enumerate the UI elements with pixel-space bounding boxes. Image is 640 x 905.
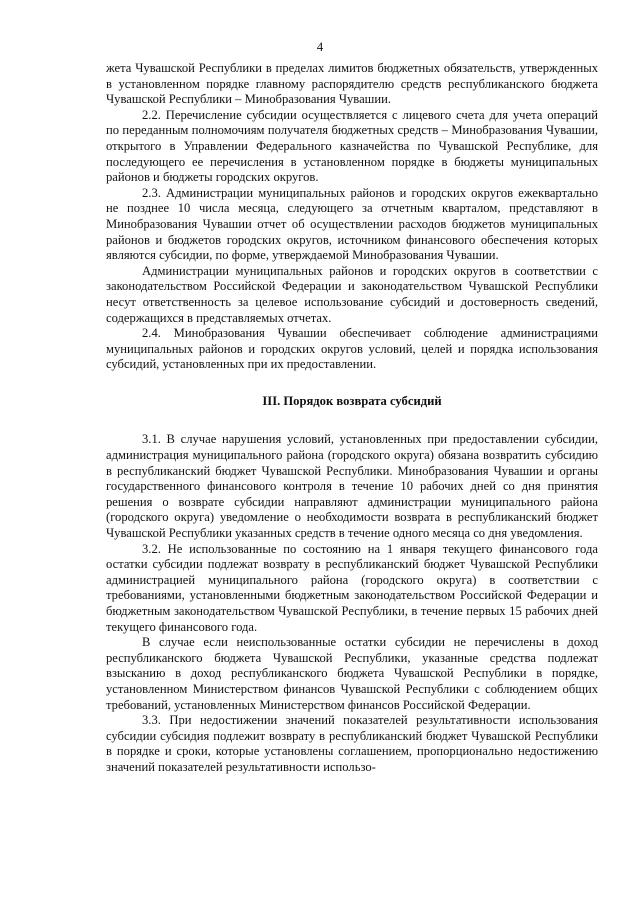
document-body (106, 61, 598, 776)
paragraph-2-2: 2.2. Перечисление субсидии осуществляется с лицевого счета для учета операций по переданным полномочиям получателя бюджетных средств – Минобразования Чувашии, открытого в Управлении Федерального казначейства по Чувашской Республике, для последующего ее перечисления в установленном порядке в бюджеты муниципальных районов и бюджеты городских округов. (106, 107, 598, 185)
paragraph-3-3: 3.3. При недостижении значений показателей результативности использования субсидии субсидия подлежит возврату в республиканский бюджет Чувашской Республики в порядке и сроки, которые установлены соглашением, пропорционально недостижению значений показателей результативности использо- (106, 713, 598, 774)
page-number: 4 (316, 40, 324, 54)
paragraph-3-1: 3.1. В случае нарушения условий, установленных при предоставлении субсидии, администрация муниципального района (городского округа) обязана возвратить субсидию в республиканский бюджет Чувашской Республики. Минобразования Чувашии и органы государственного финансового контроля в течение 10 рабочих дней со дня принятия решения о возврате субсидии направляют администрации муниципального района (городского округа) уведомление о необходимости возврата в республиканский бюджет Чувашской Республики указанных средств в течение одного месяца со дня уведомления. (106, 432, 598, 541)
paragraph-2-4: 2.4. Минобразования Чувашии обеспечивает соблюдение администрациями муниципальных районов и городских округов условий, целей и порядка использования субсидий, установленных при их предоставлении. (106, 326, 598, 372)
section-heading-iii: III. Порядок возврата субсидий (262, 393, 442, 408)
paragraph-3-2-recovery: В случае если неиспользованные остатки субсидии не перечислены в доход республиканского бюджета Чувашской Республики, указанные средства подлежат взысканию в доход республиканского бюджета Чувашской Республики в порядке, установленном Министерством финансов Чувашской Республики с соблюдением общих требований, установленных Министерством финансов Российской Федерации. (106, 635, 598, 712)
paragraph-3-2: 3.2. Не использованные по состоянию на 1 января текущего финансового года остатки субсидии подлежат возврату в республиканский бюджет Чувашской Республики администрацией муниципального района (городского округа) в соответствии с требованиями, установленными бюджетным законодательством Российской Федерации и бюджетным законодательством Чувашской Республики, в течение первых 15 рабочих дней текущего финансового года. (106, 541, 598, 634)
paragraph-2-3: 2.3. Администрации муниципальных районов и городских округов ежеквартально не позднее 10 числа месяца, следующего за отчетным кварталом, представляют в Минобразования Чувашии отчет об осуществлении расходов бюджетов муниципальных районов и бюджетов городских округов, источником финансового обеспечения которых являются субсидии, по форме, утверждаемой Минобразования Чувашии. (106, 185, 598, 263)
paragraph-continuation: жета Чувашской Республики в пределах лимитов бюджетных обязательств, утвержденных в установленном порядке главному распорядителю средств республиканского бюджета Чувашской Республики – Минобразования Чувашии. (106, 61, 598, 107)
paragraph-2-3-responsibility: Администрации муниципальных районов и городских округов в соответствии с законодательством Российской Федерации и законодательством Чувашской Республики несут ответственность за целевое использование субсидий и достоверность сведений, содержащихся в представляемых отчетах. (106, 263, 598, 325)
